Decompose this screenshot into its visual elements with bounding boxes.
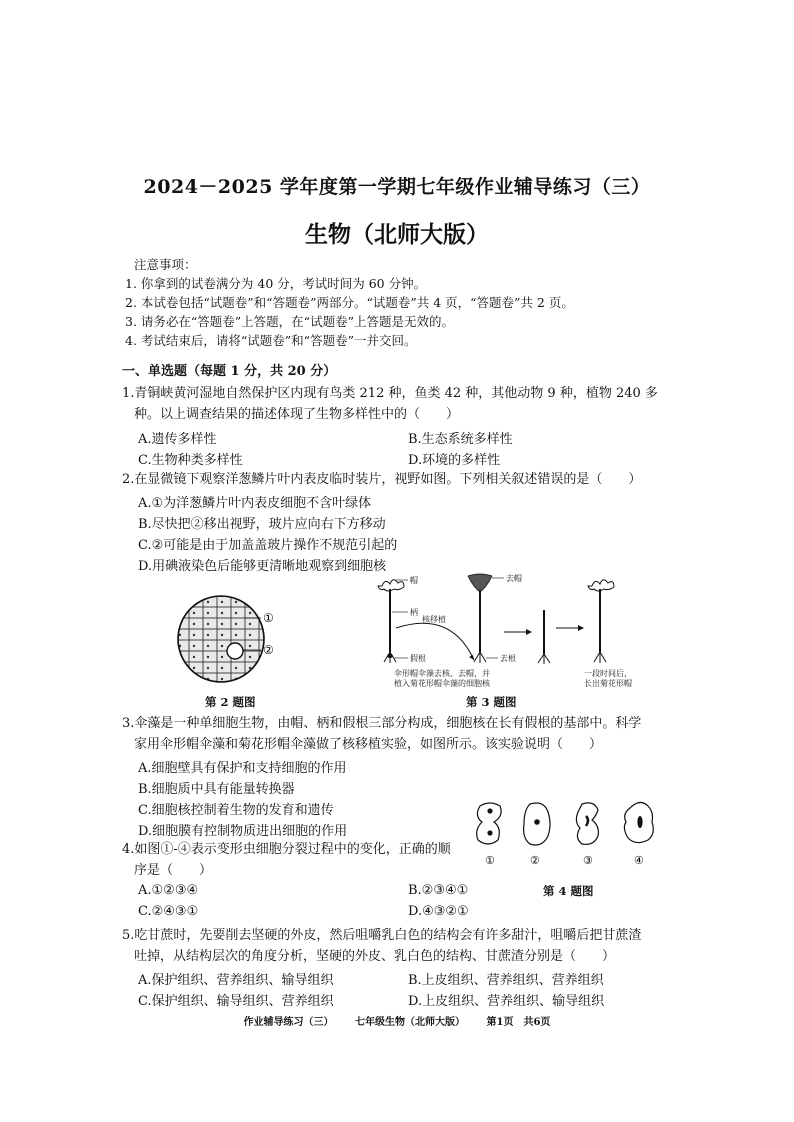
rhizoid-label: 假根 — [410, 654, 426, 663]
option-a: A.保护组织、营养组织、输导组织 — [138, 973, 334, 988]
option-d: D.④③②① — [408, 904, 469, 919]
footer-page-number: 第1页 共6页 — [486, 1017, 551, 1028]
note-right-line2: 长出菊花形帽 — [584, 679, 632, 688]
headless-alga-icon — [538, 610, 550, 664]
note-right-line1: 一段时间后， — [584, 669, 632, 678]
fig2-mark-1: ① — [263, 611, 274, 625]
option-d: D.环境的多样性 — [408, 453, 501, 468]
section-heading: 一、单选题（每题 1 分，共 20 分） — [122, 364, 337, 379]
question-stem: 1.青铜峡黄河湿地自然保护区内现有鸟类 212 种，鱼类 42 种，其他动物 9 种，植物 240 多 — [122, 386, 658, 401]
figure-3-caption: 第 3 题图 — [466, 695, 517, 709]
option-d: D.上皮组织、营养组织、输导组织 — [408, 994, 605, 1009]
option-b: B.上皮组织、营养组织、营养组织 — [408, 973, 604, 988]
option-a: A.①为洋葱鳞片叶内表皮细胞不含叶绿体 — [138, 496, 372, 511]
notes-block — [125, 255, 574, 350]
option-d: D.细胞膜有控制物质进出细胞的作用 — [138, 824, 348, 839]
figure-3-acetabularia-diagram — [370, 572, 640, 692]
exam-title: 2024－2025 学年度第一学期七年级作业辅导练习（三） — [143, 176, 651, 198]
footer-subject: 七年级生物（北师大版） — [355, 1017, 466, 1028]
option-c: C.细胞核控制着生物的发育和遗传 — [138, 803, 334, 818]
option-a: A.遗传多样性 — [138, 432, 217, 447]
figure-2-caption: 第 2 题图 — [205, 695, 256, 709]
figure-4-amoeba-division — [470, 796, 670, 878]
question-stem: 2.在显微镜下观察洋葱鳞片叶内表皮临时装片，视野如图。下列相关叙述错误的是（ ） — [122, 472, 642, 487]
note-item: 4. 考试结束后，请将“试题卷”和“答题卷”一并交回。 — [125, 333, 417, 348]
question-stem: 5.吃甘蔗时，先要削去坚硬的外皮，然后咀嚼乳白色的结构会有许多甜汁，咀嚼后把甘蔗渣 — [122, 928, 642, 943]
option-b: B.②③④① — [408, 883, 469, 898]
note-item: 2. 本试卷包括“试题卷”和“答题卷”两部分。“试题卷”共 4 页，“答题卷”共 2 页。 — [125, 295, 574, 310]
question-2 — [122, 469, 682, 490]
question-stem: 种。以上调查结果的描述体现了生物多样性中的（ ） — [134, 407, 460, 422]
question-4 — [122, 839, 482, 881]
note-left-line1: 伞形帽伞藻去核、去帽，并 — [394, 669, 490, 678]
fig2-mark-2: ② — [263, 643, 274, 657]
amoeba-stage-2-icon — [524, 803, 550, 845]
amoeba-stage-4-icon — [624, 802, 653, 842]
question-1 — [122, 383, 682, 425]
stalk-label: 柄 — [410, 608, 418, 617]
option-c: C.保护组织、输导组织、营养组织 — [138, 994, 334, 1009]
option-d: D.用碘液染色后能够更清晰地观察到细胞核 — [138, 559, 387, 574]
regrown-chrysanthemum-cap-icon — [588, 580, 614, 663]
option-b: B.尽快把②移出视野，玻片应向右下方移动 — [138, 517, 386, 532]
air-bubble-icon — [227, 643, 243, 659]
figure-4-caption: 第 4 题图 — [543, 884, 594, 898]
fig4-label-3: ③ — [583, 854, 593, 867]
fig4-label-1: ① — [485, 854, 495, 867]
option-c: C.②可能是由于加盖盖玻片操作不规范引起的 — [138, 538, 398, 553]
page-footer — [0, 1013, 794, 1028]
figure-2-microscope-field — [175, 596, 295, 688]
subject-title: 生物（北师大版） — [305, 221, 489, 248]
notes-heading: 注意事项： — [134, 257, 197, 272]
question-3 — [122, 713, 702, 755]
transfer-label: 核移植 — [422, 615, 446, 624]
amoeba-stage-3-icon — [576, 803, 598, 844]
question-5 — [122, 925, 702, 967]
question-stem: 吐掉，从结构层次的角度分析，坚硬的外皮、乳白色的结构、甘蔗渣分别是（ ） — [134, 949, 616, 964]
remove-rhizoid-label: 去根 — [500, 654, 516, 663]
footer-series: 作业辅导练习（三） — [243, 1017, 334, 1028]
option-b: B.生态系统多样性 — [408, 432, 513, 447]
option-a: A.①②③④ — [138, 883, 199, 898]
question-stem: 4.如图①-④表示变形虫细胞分裂过程中的变化，正确的顺 — [122, 842, 451, 857]
question-stem: 家用伞形帽伞藻和菊花形帽伞藻做了核移植实验，如图所示。该实验说明（ ） — [134, 737, 603, 752]
umbrella-cap-alga-icon — [468, 574, 492, 663]
option-c: C.②④③① — [138, 904, 199, 919]
option-b: B.细胞质中具有能量转换器 — [138, 782, 295, 797]
amoeba-stage-1-icon — [477, 803, 501, 844]
note-left-line2: 植入菊花形帽伞藻的细胞核 — [394, 679, 490, 688]
question-stem: 3.伞藻是一种单细胞生物，由帽、柄和假根三部分构成，细胞核在长有假根的基部中。科学 — [122, 716, 642, 731]
remove-cap-label: 去帽 — [506, 574, 522, 583]
fig4-label-4: ④ — [634, 854, 644, 867]
question-stem: 序是（ ） — [134, 863, 213, 878]
option-a: A.细胞壁具有保护和支持细胞的作用 — [138, 761, 347, 776]
cap-label: 帽 — [410, 576, 418, 585]
option-c: C.生物种类多样性 — [138, 453, 243, 468]
note-item: 3. 请务必在“答题卷”上答题，在“试题卷”上答题是无效的。 — [125, 314, 454, 329]
note-item: 1. 你拿到的试卷满分为 40 分，考试时间为 60 分钟。 — [125, 276, 427, 291]
fig4-label-2: ② — [530, 854, 540, 867]
chrysanthemum-cap-alga-icon — [378, 580, 404, 663]
